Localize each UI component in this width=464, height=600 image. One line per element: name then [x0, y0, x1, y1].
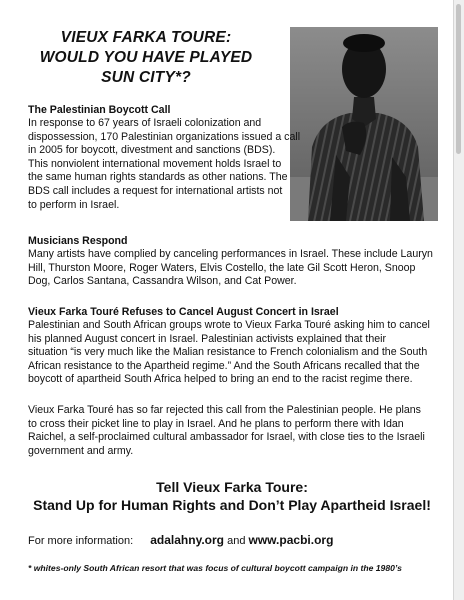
boycott-call-text: [28, 117, 300, 212]
text-line: government and army.: [28, 444, 134, 457]
text-line: his planned August concert in Israel. Palestinian activists explained that their: [28, 332, 387, 345]
text-line: Dog, Carlos Santana, Cassandra Wilson, and Cat Power.: [28, 275, 297, 288]
text-line: Hill, Thurston Moore, Roger Waters, Elvis Costello, the late Gil Scott Heron, Snoop: [28, 261, 416, 274]
cta-line-1: Tell Vieux Farka Toure:: [156, 479, 308, 495]
text-line: dispossession, 170 Palestinian organizations issued a call: [28, 130, 301, 143]
text-line: in 2005 for boycott, divestment and sanctions (BDS).: [28, 144, 276, 157]
scrollbar-thumb[interactable]: [456, 4, 461, 154]
text-line: In response to 67 years of Israeli colonization and: [28, 117, 262, 129]
rejected-text: [28, 404, 425, 458]
link-pacbi[interactable]: www.pacbi.org: [248, 533, 334, 547]
text-line: to perform in Israel.: [28, 198, 120, 211]
text-line: BDS call includes a request for international artists not: [28, 184, 283, 197]
text-line: to cross their picket line to play in Israel. And he plans to perform there with Idan: [28, 417, 404, 430]
cta-line-2: Stand Up for Human Rights and Don’t Play Apartheid Israel!: [33, 497, 431, 513]
more-information: [28, 533, 333, 548]
musicians-respond-heading: Musicians Respond: [28, 235, 128, 247]
text-line: the same human rights standards as other nations. The: [28, 171, 288, 184]
vertical-scrollbar[interactable]: [453, 0, 464, 600]
refuses-heading: Vieux Farka Touré Refuses to Cancel August Concert in Israel: [28, 306, 339, 318]
refuses-text: [28, 319, 430, 387]
call-to-action: [30, 478, 434, 514]
text-line: African resistance to the Apartheid regime.” And the South Africans recalled that the: [28, 359, 420, 372]
boycott-call-heading: The Palestinian Boycott Call: [28, 104, 171, 116]
headline-line-1: VIEUX FARKA TOURE:: [60, 29, 232, 46]
text-line: situation “is very much like the Malian resistance to French colonialism and the South: [28, 346, 428, 359]
headline-line-2: WOULD YOU HAVE PLAYED: [39, 49, 253, 66]
footnote: * whites-only South African resort that was focus of cultural boycott campaign in the 1980’s: [28, 563, 402, 573]
text-line: This nonviolent international movement holds Israel to: [28, 157, 282, 170]
text-line: Many artists have complied by canceling performances in Israel. These include Lauryn: [28, 248, 433, 260]
musicians-respond-text: [28, 248, 433, 289]
text-line: Raichel, a self-proclaimed cultural ambassador for Israel, with close ties to the Israeli: [28, 431, 425, 444]
text-line: Vieux Farka Touré has so far rejected this call from the Palestinian people. He plans: [28, 404, 421, 416]
artist-photo: [290, 27, 438, 221]
link-adalahny[interactable]: adalahny.org: [150, 533, 225, 547]
info-and: and: [227, 535, 246, 547]
text-line: Palestinian and South African groups wrote to Vieux Farka Touré asking him to cancel: [28, 319, 430, 331]
text-line: boycott of apartheid South Africa helped to bring an end to the racist regime there.: [28, 373, 413, 386]
headline-line-3: SUN CITY*?: [101, 69, 191, 86]
artist-photo-drawing: [290, 27, 438, 221]
info-label: For more information:: [28, 535, 134, 547]
headline: [26, 28, 266, 88]
